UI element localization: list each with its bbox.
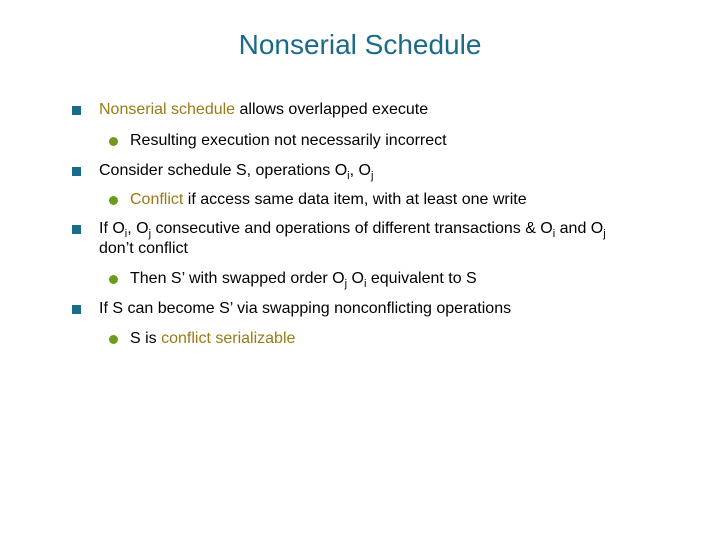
- bullet-2-1: Conflict if access same data item, with at least one write: [130, 191, 527, 208]
- bullet-3-continuation: don’t conflict: [99, 240, 188, 257]
- square-bullet-icon: [72, 167, 81, 176]
- square-bullet-icon: [72, 225, 81, 234]
- square-bullet-icon: [72, 106, 81, 115]
- slide-title: Nonserial Schedule: [238, 29, 482, 60]
- bullet-2: Consider schedule S, operations $O_i$, $O_j$: [99, 162, 374, 182]
- term-conflict: Conflict: [130, 191, 184, 208]
- round-bullet-icon: [109, 137, 118, 146]
- bullet-4-1: S is conflict serializable: [130, 330, 296, 347]
- bullet-1-1: Resulting execution not necessarily incorrect: [130, 132, 447, 149]
- square-bullet-icon: [72, 305, 81, 314]
- bullet-4: If S can become S’ via swapping nonconflicting operations: [99, 300, 512, 317]
- term-nonserial-schedule: Nonserial schedule: [99, 101, 236, 118]
- bullet-3: If $O_i$, $O_j$ consecutive and operations of different transactions & $O_i$ and $O_j$: [99, 220, 606, 240]
- round-bullet-icon: [109, 275, 118, 284]
- round-bullet-icon: [109, 335, 118, 344]
- term-conflict-serializable: conflict serializable: [161, 330, 296, 347]
- round-bullet-icon: [109, 196, 118, 205]
- bullet-1: Nonserial schedule allows overlapped execute: [99, 101, 429, 118]
- bullet-3-1: Then S’ with swapped order $O_j$ $O_i$ equivalent to S: [130, 270, 477, 290]
